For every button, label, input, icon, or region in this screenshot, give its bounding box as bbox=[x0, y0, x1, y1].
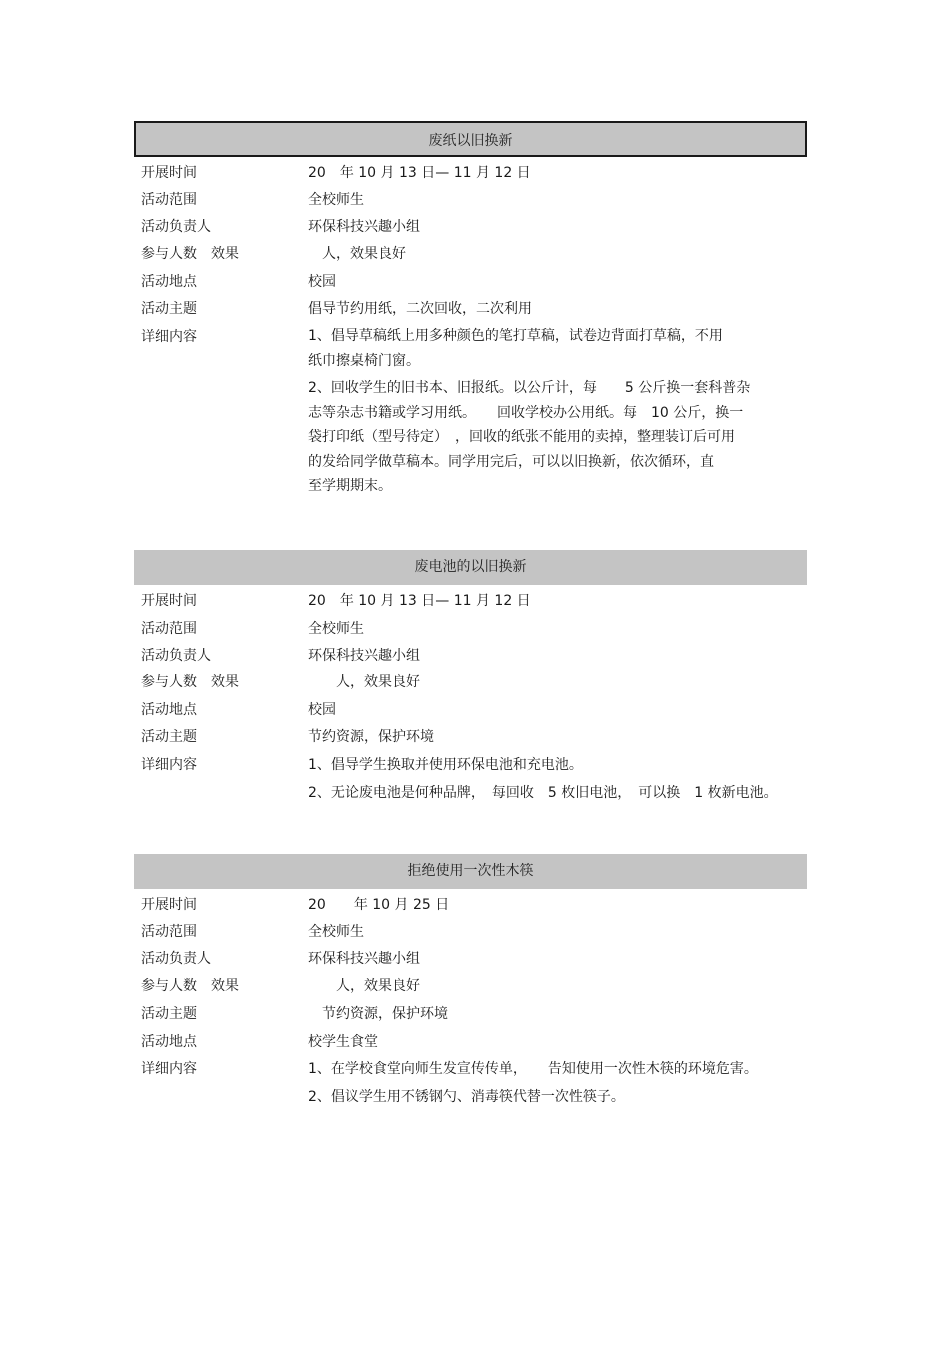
row-label: 活动地点 bbox=[141, 702, 197, 718]
row-value: 校学生食堂 bbox=[308, 1034, 378, 1050]
row-value: 人，效果良好 bbox=[308, 674, 420, 690]
row-label: 活动负责人 bbox=[141, 219, 211, 235]
row-value: 校园 bbox=[308, 702, 336, 718]
row-value: 全校师生 bbox=[308, 621, 364, 637]
detail-paragraph bbox=[308, 376, 798, 499]
row-value: 20 年 10 月 13 日— 11 月 12 日 bbox=[308, 593, 531, 609]
row-value: 全校师生 bbox=[308, 924, 364, 940]
section-disposable-chopsticks bbox=[134, 854, 807, 1105]
row-label: 开展时间 bbox=[141, 593, 197, 609]
section-waste-paper bbox=[134, 121, 807, 494]
row-label: 活动负责人 bbox=[141, 951, 211, 967]
row-label: 活动地点 bbox=[141, 274, 197, 290]
row-value: 校园 bbox=[308, 274, 336, 290]
row-value: 倡导节约用纸，二次回收，二次利用 bbox=[308, 301, 532, 317]
row-value: 2、无论废电池是何种品牌， 每回收 5 枚旧电池， 可以换 1 枚新电池。 bbox=[308, 785, 778, 801]
detail-line: 袋打印纸（型号待定） ，回收的纸张不能用的卖掉，整理装订后可用 bbox=[308, 429, 735, 445]
row-label: 详细内容 bbox=[141, 329, 197, 345]
row-label: 活动范围 bbox=[141, 192, 197, 208]
detail-line: 1、倡导草稿纸上用多种颜色的笔打草稿，试卷边背面打草稿，不用 bbox=[308, 328, 723, 344]
row-label: 活动负责人 bbox=[141, 648, 211, 664]
detail-line: 志等杂志书籍或学习用纸。 回收学校办公用纸。每 10 公斤，换一 bbox=[308, 404, 744, 421]
detail-line: 至学期期末。 bbox=[308, 478, 392, 494]
row-label: 开展时间 bbox=[141, 165, 197, 181]
row-label: 活动范围 bbox=[141, 621, 197, 637]
detail-line: 2、回收学生的旧书本、旧报纸。以公斤计，每 5 公斤换一套科普杂 bbox=[308, 380, 751, 396]
row-label: 开展时间 bbox=[141, 897, 197, 913]
section-title: 废纸以旧换新 bbox=[134, 121, 807, 157]
detail-paragraph bbox=[308, 324, 798, 373]
row-label: 活动主题 bbox=[141, 729, 197, 745]
row-label: 活动主题 bbox=[141, 301, 197, 317]
row-value: 节约资源，保护环境 bbox=[308, 729, 434, 745]
detail-line: 纸巾擦桌椅门窗。 bbox=[308, 352, 420, 369]
row-value: 节约资源，保护环境 bbox=[308, 1006, 448, 1022]
row-label: 活动范围 bbox=[141, 924, 197, 940]
row-label: 详细内容 bbox=[141, 757, 197, 773]
row-value: 全校师生 bbox=[308, 192, 364, 208]
row-value: 环保科技兴趣小组 bbox=[308, 219, 420, 235]
row-value: 1、倡导学生换取并使用环保电池和充电池。 bbox=[308, 757, 583, 773]
row-value: 1、在学校食堂向师生发宣传传单， 告知使用一次性木筷的环境危害。 bbox=[308, 1061, 758, 1077]
row-label: 参与人数 效果 bbox=[141, 978, 239, 994]
detail-line: 的发给同学做草稿本。同学用完后，可以以旧换新，依次循环，直 bbox=[308, 453, 714, 470]
row-value: 环保科技兴趣小组 bbox=[308, 648, 420, 664]
section-waste-battery bbox=[134, 550, 807, 801]
row-label: 活动主题 bbox=[141, 1006, 197, 1022]
row-value: 2、倡议学生用不锈钢勺、消毒筷代替一次性筷子。 bbox=[308, 1089, 625, 1105]
row-label: 活动地点 bbox=[141, 1034, 197, 1050]
row-value: 人，效果良好 bbox=[308, 978, 420, 994]
row-value: 20 年 10 月 25 日 bbox=[308, 897, 450, 913]
row-label: 参与人数 效果 bbox=[141, 246, 239, 262]
row-value: 环保科技兴趣小组 bbox=[308, 951, 420, 967]
row-label: 参与人数 效果 bbox=[141, 674, 239, 690]
row-value: 20 年 10 月 13 日— 11 月 12 日 bbox=[308, 165, 531, 181]
row-value: 人，效果良好 bbox=[308, 246, 406, 262]
row-label: 详细内容 bbox=[141, 1061, 197, 1077]
section-title: 拒绝使用一次性木筷 bbox=[134, 854, 807, 889]
section-title: 废电池的以旧换新 bbox=[134, 550, 807, 585]
